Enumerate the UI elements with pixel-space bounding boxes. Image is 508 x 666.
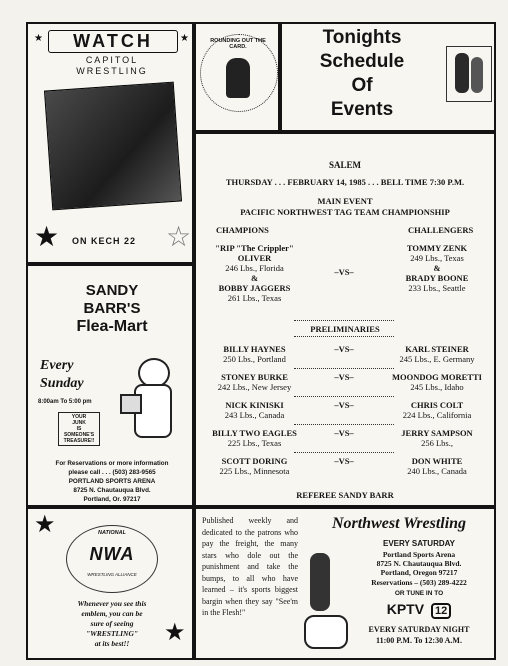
bout-vs: –VS– [334,344,354,354]
wrestler-figure [226,58,250,98]
bout-right-name: MOONDOG MORETTI [392,372,482,382]
hours-text: 8:00am To 5:00 pm [38,399,92,405]
star-icon: ★ [164,620,186,646]
res-line3: PORTLAND SPORTS ARENA [68,478,156,485]
cartoon-vendor [120,358,180,446]
bout-right-name: KARL STEINER [405,344,469,354]
nw-city: Portland, Oregon 97217 [380,568,458,577]
champions-label: CHAMPIONS [216,225,269,235]
junk-line: IS [76,426,82,432]
tv-wrestling-photo [44,82,182,211]
junk-line: TREASURE!! [63,438,95,444]
capitol-text: CAPITOL [85,55,139,65]
nw-time: 11:00 P.M. To 12:30 A.M. [376,636,462,645]
bout-right-name: DON WHITE [411,456,463,466]
bout-vs: –VS– [334,372,354,382]
bout-left-name: NICK KINISKI [225,400,284,410]
divider [294,424,394,425]
channel-badge: 12 [431,603,451,619]
bout-left-name: SCOTT DORING [221,456,288,466]
bout-left-info: 225 Lbs., Texas [227,438,282,448]
kptv-logo [376,601,462,621]
nw-logo: Northwest Wrestling [331,515,467,532]
flea-mart-ad [26,264,194,507]
bout-right-info: 224 Lbs., California [402,410,472,420]
program-page [26,22,496,660]
watch-ad [26,22,194,264]
champ1-info: 246 Lbs., Florida [225,263,284,273]
date-line: THURSDAY . . . FEBRUARY 14, 1985 . . . BELL TIME 7:30 P.M. [225,177,465,187]
bout-right-info: 245 Lbs., E. Germany [399,354,475,364]
referee: REFEREE SANDY BARR [296,490,394,500]
nw-arena: Portland Sports Arena [382,550,456,559]
champ2-name: BOBBY JAGGERS [218,283,291,293]
bout-left-info: 243 Lbs., Canada [224,410,285,420]
nw-res: Reservations – (503) 289-4222 [371,578,467,587]
star-icon: ★ [34,33,43,44]
nwa-emblem [66,525,158,593]
nw-every-sat: EVERY SATURDAY [382,539,456,548]
channel-text: ON KECH 22 [72,236,137,246]
rounding-text: ROUNDING OUT THE CARD. [210,38,266,50]
main-event: MAIN EVENT [317,196,373,206]
title-line3: Of [351,75,373,96]
chal1-info: 249 Lbs., Texas [410,253,464,263]
nwa-text4: "WRESTLING" [85,629,139,638]
schedule-box [194,132,496,507]
flea-line3: Flea-Mart [76,318,148,335]
title-line1: Tonights [322,27,402,48]
bottom-right-box [194,507,496,660]
watch-title: WATCH [48,30,178,53]
star-icon: ★ [34,222,60,253]
challengers-label: CHALLENGERS [408,225,474,235]
amp: & [250,273,259,283]
amp: & [433,263,441,273]
nwa-text1: Whenever you see this [77,599,147,608]
nwa-text3: sure of seeing [90,619,134,628]
junk-line: JUNK [72,420,86,426]
divider [294,396,394,397]
nwa-logo: NWA [89,544,135,564]
res-line5: Portland, Or. 97217 [83,496,141,503]
every-text: Every [40,358,74,373]
wrestlers-illustration [446,46,492,102]
nwa-text2: emblem, you can be [81,609,143,618]
bout-left-info: 250 Lbs., Portland [223,354,286,364]
star-icon: ☆ [166,222,192,253]
city: SALEM [328,160,361,170]
nwa-arc-bottom: WRESTLING ALLIANCE [87,572,137,577]
sunday-text: Sunday [40,376,84,391]
divider [294,336,394,337]
bout-vs: –VS– [334,400,354,410]
wrestlers-graphic [302,553,348,653]
bout-left-info: 242 Lbs., New Jersey [217,382,292,392]
nwa-arc-top: NATIONAL [97,530,126,536]
chal2-name: BRADY BOONE [405,273,469,283]
nw-addr: 8725 N. Chautauqua Blvd. [376,559,462,568]
title-box [280,22,496,132]
champ1-name: "RIP "The Crippler" OLIVER [215,243,294,263]
publication-blurb: Published weekly and dedicated to the patrons who pay the freight, the many stars who dole out the punishment and take the bumps, to all who have learned – it's sports biggest bargin when they say "See'm in the Flesh!" [202,516,298,617]
divider [294,368,394,369]
champ2-info: 261 Lbs., Texas [227,293,282,303]
chal1-name: TOMMY ZENK [406,243,468,253]
bout-right-info: 256 Lbs., [421,438,453,448]
main-vs: –VS– [334,267,354,277]
bout-left-info: 225 Lbs., Minnesota [219,466,290,476]
kptv-text: KPTV [386,601,425,617]
junk-line: SOMEONE'S [63,432,95,438]
divider [294,320,394,321]
star-icon: ★ [180,33,189,44]
junk-line: YOUR [71,414,87,420]
bout-right-info: 240 Lbs., Canada [407,466,467,476]
bout-right-name: CHRIS COLT [410,400,464,410]
bout-vs: –VS– [334,428,354,438]
bout-left-name: BILLY TWO EAGLES [212,428,297,438]
title-line4: Events [330,99,394,120]
bout-vs: –VS– [334,456,354,466]
flea-line2: BARR'S [83,300,141,317]
nw-sat-night: EVERY SATURDAY NIGHT [368,625,470,634]
chal2-info: 233 Lbs., Seattle [408,283,466,293]
title-line2: Schedule [319,51,405,72]
bout-right-info: 245 Lbs., Idaho [410,382,464,392]
championship: PACIFIC NORTHWEST TAG TEAM CHAMPIONSHIP [240,207,450,217]
bout-right-name: JERRY SAMPSON [401,428,473,438]
rounding-box [194,22,280,132]
res-line1: For Reservations or more information [55,460,169,467]
divider [294,452,394,453]
flea-line1: SANDY [85,282,139,299]
bout-left-name: STONEY BURKE [221,372,288,382]
nwa-text5: at its best!! [94,639,130,648]
bout-left-name: BILLY HAYNES [223,344,286,354]
star-icon: ★ [34,512,56,538]
junk-block [58,412,100,446]
res-line4: 8725 N. Chautauqua Blvd. [73,487,151,494]
preliminaries: PRELIMINARIES [310,324,380,334]
res-line2: please call . . . (503) 283-9565 [68,469,156,476]
nw-tune: OR TUNE IN TO [394,590,444,597]
main-event-block [196,243,496,307]
wrestling-text: WRESTLING [76,66,148,76]
nwa-ad [26,507,194,660]
